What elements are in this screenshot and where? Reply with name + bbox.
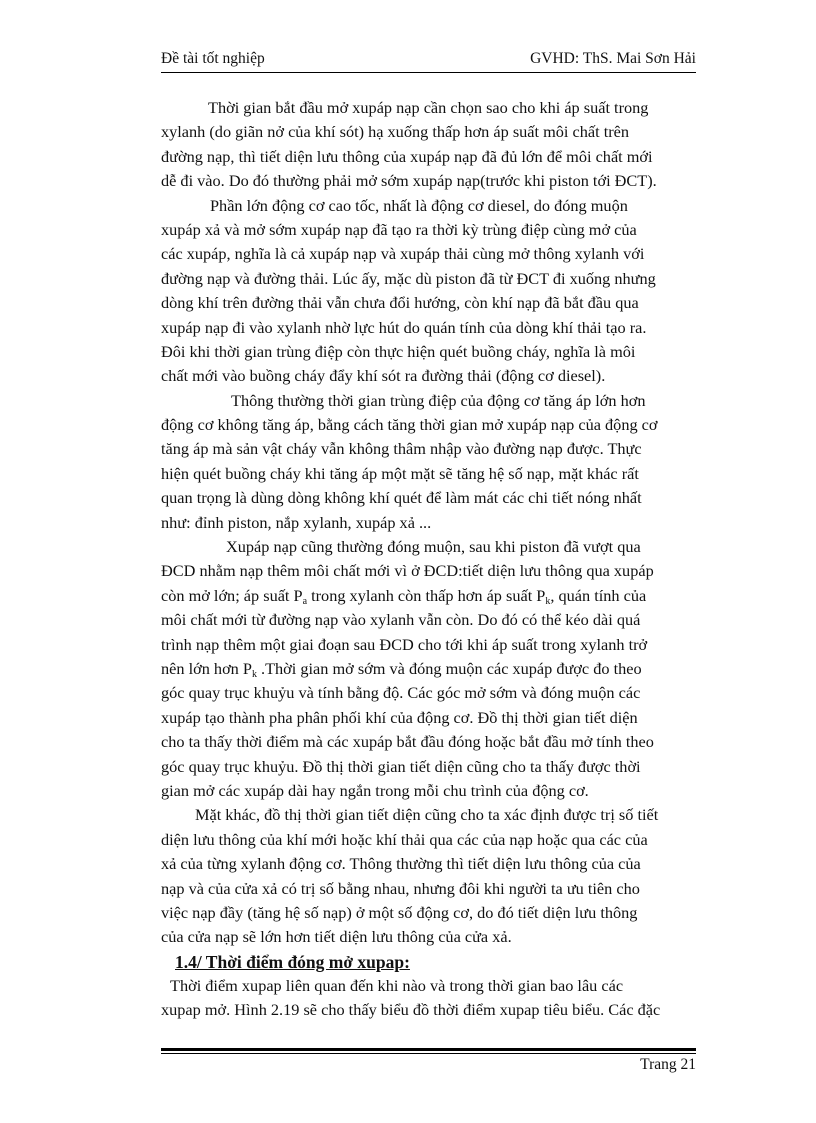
footer-divider-thin — [161, 1053, 696, 1054]
text-line: Phần lớn động cơ cao tốc, nhất là động cơ diesel, do đóng muộn — [210, 195, 628, 215]
footer-divider-thick — [161, 1048, 696, 1051]
text-line: còn mở lớn; áp suất $P_a$ trong xylanh còn thấp hơn áp suất $P_k$, quán tính của — [161, 585, 647, 607]
header-thesis-title: Đề tài tốt nghiệp — [161, 50, 265, 67]
text-line: tăng áp mà sản vật cháy vẫn không thâm nhập vào đường nạp được. Thực — [161, 439, 642, 459]
text-line: hiện quét buồng cháy khi tăng áp một mặt sẽ tăng hệ số nạp, mặt khác rất — [161, 463, 639, 483]
text-line: Đôi khi thời gian trùng điệp còn thực hiện quét buồng cháy, nghĩa là môi — [161, 341, 636, 361]
text-line: xupap mở. Hình 2.19 sẽ cho thấy biểu đồ thời điểm xupap tiêu biểu. Các đặc — [161, 1000, 661, 1020]
text-line: Thông thường thời gian trùng điệp của động cơ tăng áp lớn hơn — [231, 390, 646, 410]
page-number: Trang 21 — [640, 1056, 696, 1073]
header-divider — [161, 72, 696, 73]
text-line: xupáp nạp đi vào xylanh nhờ lực hút do quán tính của dòng khí thải tạo ra. — [161, 317, 647, 337]
text-line: các xupáp, nghĩa là cả xupáp nạp và xupáp thải cùng mở thông xylanh với — [161, 244, 645, 264]
text-line: nên lớn hơn $P_k$ .Thời gian mở sớm và đóng muộn các xupáp được đo theo — [161, 658, 642, 680]
text-line: đường nạp, thì tiết diện lưu thông của xupáp nạp đã đủ lớn để môi chất mới — [161, 146, 653, 166]
subscript: k — [545, 595, 551, 607]
page-header — [161, 50, 696, 72]
text-line: gian mở các xupáp dài hay ngắn trong mỗi chu trình của động cơ. — [161, 780, 589, 800]
text-line: của cửa nạp sẽ lớn hơn tiết diện lưu thông của cửa xả. — [161, 927, 512, 947]
text-line: xả của từng xylanh động cơ. Thông thường thì tiết diện lưu thông của của — [161, 854, 641, 874]
text-line: nạp và của cửa xả có trị số bằng nhau, nhưng đôi khi người ta ưu tiên cho — [161, 878, 640, 898]
text-line: việc nạp đầy (tăng hệ số nạp) ở một số động cơ, do đó tiết diện lưu thông — [161, 902, 638, 922]
text-line: Xupáp nạp cũng thường đóng muộn, sau khi piston đã vượt qua — [226, 537, 641, 557]
text-line: góc quay trục khuỷu và tính bằng độ. Các góc mở sớm và đóng muộn các — [161, 683, 641, 703]
text-line: ĐCD nhằm nạp thêm môi chất mới vì ở ĐCD:tiết diện lưu thông qua xupáp — [161, 561, 654, 581]
text-line: góc quay trục khuỷu. Đồ thị thời gian tiết diện cũng cho ta thấy được thời — [161, 756, 641, 776]
text-line: diện lưu thông của khí mới hoặc khí thải qua các của nạp hoặc qua các của — [161, 829, 648, 849]
text-line: như: đỉnh piston, nắp xylanh, xupáp xả ... — [161, 512, 432, 532]
text-line: trình nạp thêm một giai đoạn sau ĐCD cho tới khi áp suất trong xylanh trở — [161, 634, 648, 654]
document-body — [161, 96, 696, 1023]
section-heading: 1.4/ Thời điểm đóng mở xupap: — [175, 951, 410, 972]
text-line: cho ta thấy thời điểm mà các xupáp bắt đầu đóng hoặc bắt đầu mở tính theo — [161, 732, 654, 752]
text-line: xupáp xả và mở sớm xupáp nạp đã tạo ra thời kỳ trùng điệp cùng mở của — [161, 219, 637, 239]
subscript: a — [302, 595, 308, 607]
subscript: k — [251, 668, 257, 680]
text-line: Mặt khác, đồ thị thời gian tiết diện cũng cho ta xác định được trị số tiết — [195, 805, 659, 825]
text-line: Thời điểm xupap liên quan đến khi nào và trong thời gian bao lâu các — [170, 976, 624, 996]
text-line: chất mới vào buồng cháy đẩy khí sót ra đường thải (động cơ diesel). — [161, 366, 606, 386]
text-line: dòng khí trên đường thải vẫn chưa đổi hướng, còn khí nạp đã bắt đầu qua — [161, 293, 639, 313]
text-line: Thời gian bắt đầu mở xupáp nạp cần chọn sao cho khi áp suất trong — [208, 98, 649, 117]
text-line: quan trọng là dùng dòng không khí quét để làm mát các chi tiết nóng nhất — [161, 488, 642, 508]
text-line: xupáp tạo thành pha phân phối khí của động cơ. Đồ thị thời gian tiết diện — [161, 707, 638, 727]
text-line: động cơ không tăng áp, bằng cách tăng thời gian mở xupáp nạp của động cơ — [161, 415, 658, 435]
text-line: đường nạp và đường thải. Lúc ấy, mặc dù piston đã từ ĐCT đi xuống nhưng — [161, 268, 656, 288]
text-line: dễ đi vào. Do đó thường phải mở sớm xupáp nạp(trước khi piston tới ĐCT). — [161, 171, 657, 191]
text-line: xylanh (do giãn nở của khí sót) hạ xuống thấp hơn áp suất môi chất trên — [161, 122, 630, 142]
text-line: môi chất mới từ đường nạp vào xylanh vẫn còn. Do đó có thể kéo dài quá — [161, 610, 641, 630]
header-advisor: GVHD: ThS. Mai Sơn Hải — [530, 50, 696, 67]
